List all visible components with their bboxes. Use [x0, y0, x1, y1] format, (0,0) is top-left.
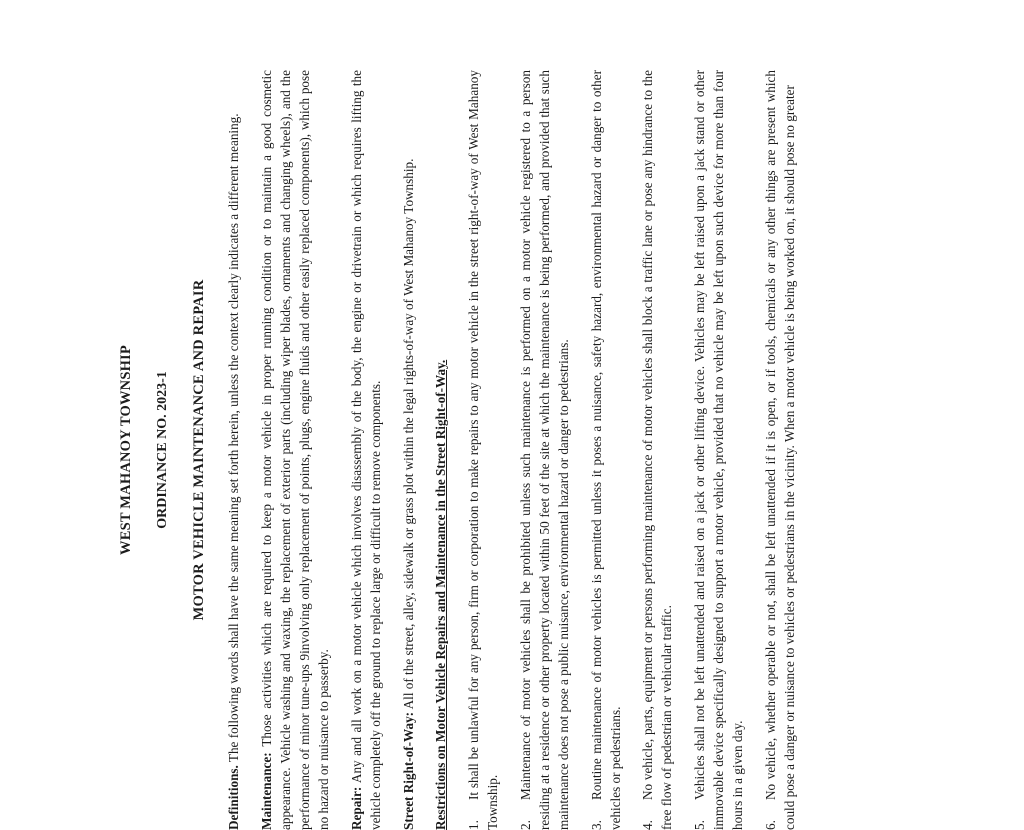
repair-term: Repair:	[348, 786, 364, 830]
item-number: 5.	[692, 820, 708, 830]
item-number: 6.	[762, 820, 778, 830]
definitions-paragraph	[225, 70, 244, 830]
definitions-term: Definitions.	[226, 765, 242, 830]
item-text: No vehicle, parts, equipment or persons performing maintenance of motor vehicles shall block a traffic lane or pose any hindrance to the free flow of pedestrian or vehicular traffic.	[640, 70, 675, 830]
street-row-term: Street Right-of-Way:	[400, 711, 416, 830]
ordinance-number: ORDINANCE NO. 2023-1	[154, 371, 170, 529]
restrictions-heading: Restrictions on Motor Vehicle Repairs and Maintenance in the Street Right-of-Way.	[433, 359, 449, 830]
street-row-text: All of the street, alley, sidewalk or grass plot within the legal rights-of-way of West Mahanoy Township.	[400, 158, 416, 712]
item-number: 1.	[466, 820, 482, 830]
item-number: 2.	[518, 820, 534, 830]
restriction-item	[465, 70, 503, 830]
item-number: 3.	[588, 820, 604, 830]
restriction-item	[639, 70, 677, 830]
repair-definition	[348, 70, 386, 830]
maintenance-term: Maintenance:	[259, 752, 275, 830]
item-text: Vehicles shall not be left unattended and raised on a jack or other lifting device. Vehicles may be left raised upon a jack stand or other immovable device specifically designed to support a motor vehicle, provided that no vehicle may be left upon such device for more than four hours in a given day.	[692, 70, 745, 830]
restriction-item	[691, 70, 748, 830]
restriction-item	[762, 70, 800, 830]
restriction-item	[588, 70, 626, 830]
repair-text: Any and all work on a motor vehicle which involves disassembly of the body, the engine or drivetrain or which requires lifting the vehicle completely off the ground to replace large or difficult to remove components.	[348, 70, 383, 830]
restriction-item	[517, 70, 574, 830]
ordinance-title: MOTOR VEHICLE MAINTENANCE AND REPAIR	[190, 279, 207, 621]
item-text: It shall be unlawful for any person, firm or corporation to make repairs to any motor vehicle in the street right-of-way of West Mahanoy Township.	[466, 70, 501, 830]
item-number: 4.	[640, 820, 656, 830]
item-text: No vehicle, whether operable or not, shall be left unattended if it is open, or if tools, chemicals or any other things are present which could pose a danger or nuisance to vehicles or pedestrians in the vicinity. When a motor vehicle is being worked on, it should pose no greater	[762, 70, 797, 830]
item-text: Routine maintenance of motor vehicles is permitted unless it poses a nuisance, safety hazard, environmental hazard or danger to other vehicles or pedestrians.	[588, 70, 623, 830]
township-heading: WEST MAHANOY TOWNSHIP	[118, 345, 134, 555]
document-body	[116, 70, 896, 830]
maintenance-text: Those activities which are required to keep a motor vehicle in proper running condition or to maintain a good cosmetic appearance. Vehicle washing and waxing, the replacement of exterior parts (including wiper blades, ornaments and changing wheels), and the performance of minor tune-ups 9involving only replacement of points, plugs, engine fluids and other easily replaced components), which pose no hazard or nuisance to passerby.	[259, 70, 331, 830]
maintenance-definition	[258, 70, 334, 830]
item-text: Maintenance of motor vehicles shall be prohibited unless such maintenance is performed on a motor vehicle registered to a person residing at a residence or other property located within 50 feet of the site at which the maintenance is being performed, and provided that such maintenance does not pose a public nuisance, environmental hazard or danger to pedestrians.	[518, 70, 571, 830]
definitions-text: The following words shall have the same meaning set forth herein, unless the context clearly indicates a different meaning.	[226, 113, 242, 766]
street-row-definition	[400, 70, 419, 830]
